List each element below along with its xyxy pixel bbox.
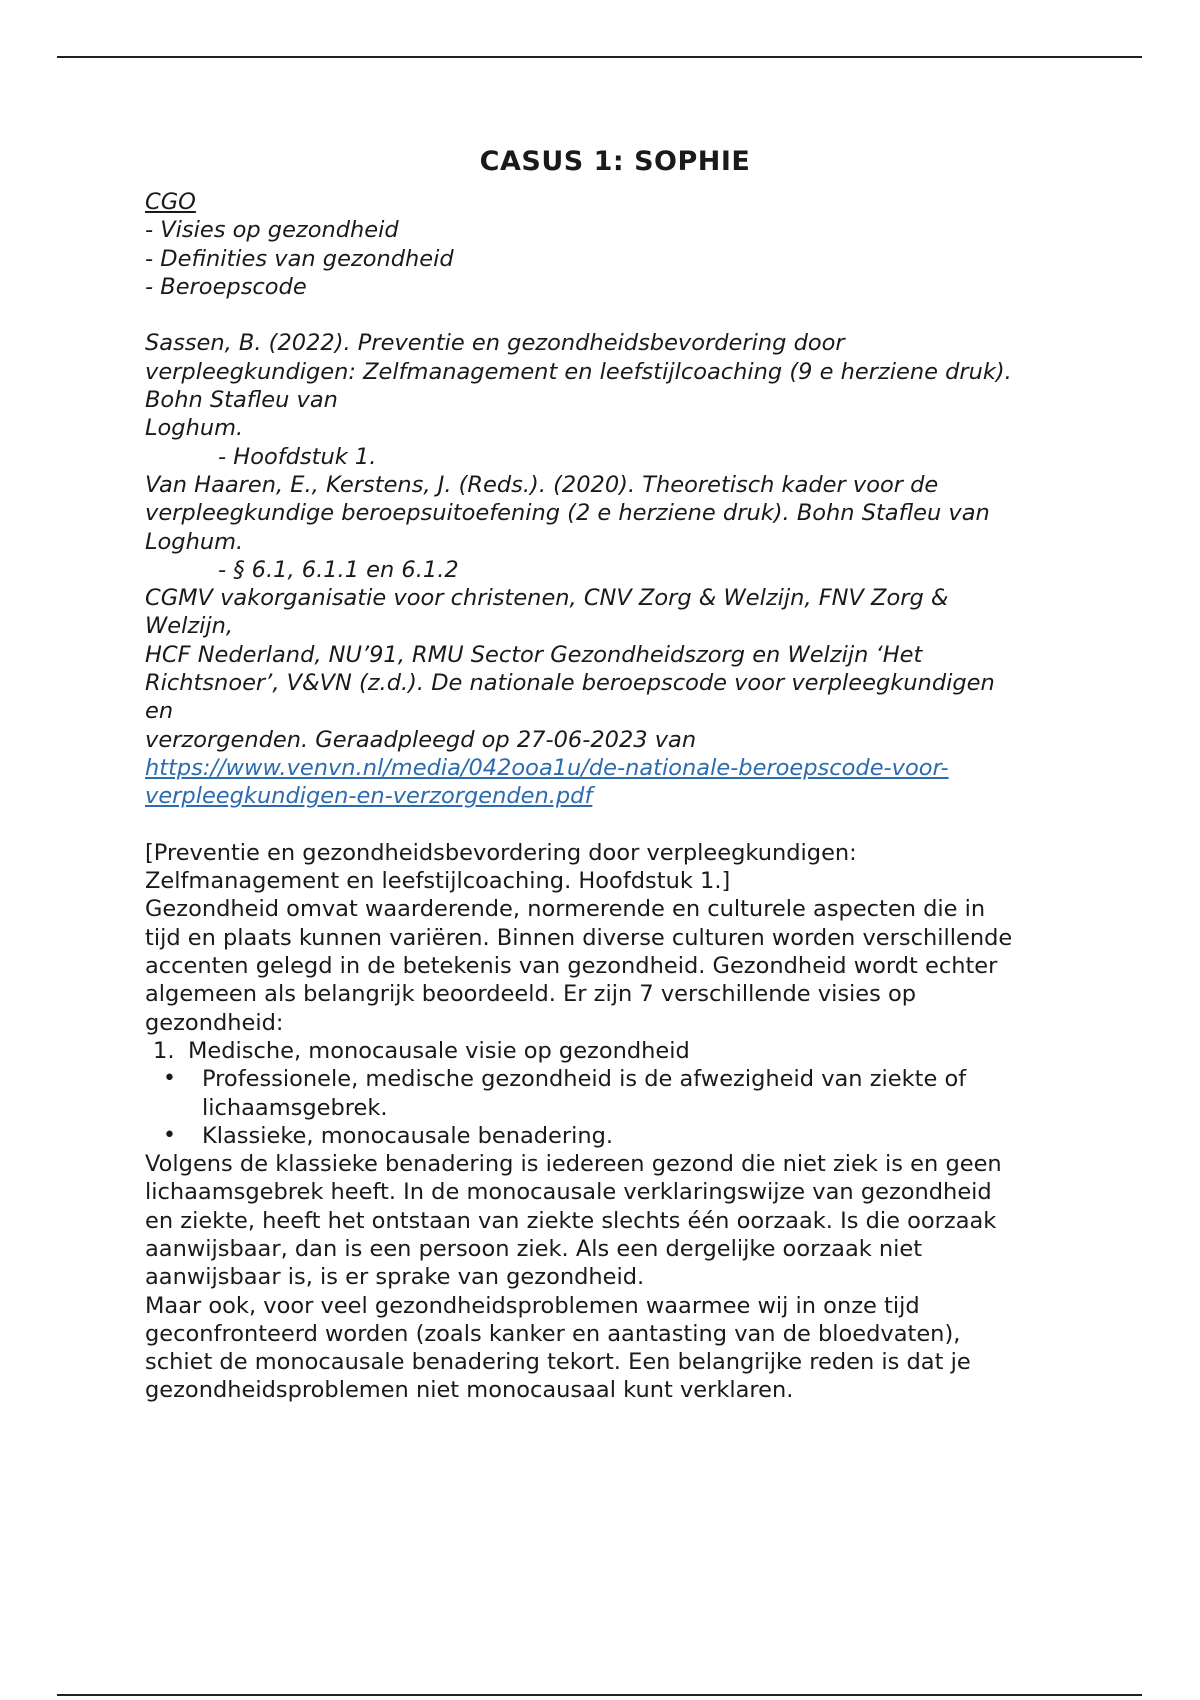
body-line: Maar ook, voor veel gezondheidsproblemen waarmee wij in onze tijd xyxy=(145,1292,920,1319)
body-line: tijd en plaats kunnen variëren. Binnen diverse culturen worden verschillende xyxy=(145,924,1013,951)
body-line: schiet de monocausale benadering tekort. Een belangrijke reden is dat je xyxy=(145,1349,971,1376)
source-line: Zelfmanagement en leefstijlcoaching. Hoofdstuk 1.] xyxy=(145,868,731,895)
body-line: accenten gelegd in de betekenis van gezondheid. Gezondheid wordt echter xyxy=(145,953,998,980)
beroepscode-link[interactable]: https://www.venvn.nl/media/042ooa1u/de-nationale-beroepscode-voor- xyxy=(145,754,949,781)
reference-line: HCF Nederland, NU’91, RMU Sector Gezondheidszorg en Welzijn ‘Het xyxy=(145,641,923,668)
spacer xyxy=(145,811,1085,839)
cgo-section xyxy=(145,188,1085,301)
body-line: Gezondheid omvat waarderende, normerende en culturele aspecten die in xyxy=(145,896,986,923)
reference-chapter: - Hoofdstuk 1. xyxy=(218,443,377,470)
bullet-item xyxy=(145,1065,1085,1122)
references-section xyxy=(145,329,1085,810)
body-line: aanwijsbaar, dan is een persoon ziek. Als een dergelijke oorzaak niet xyxy=(145,1235,923,1262)
bullet-icon: • xyxy=(163,1122,176,1148)
body-line: algemeen als belangrijk beoordeeld. Er zijn 7 verschillende visies op xyxy=(145,981,917,1008)
cgo-item: - Beroepscode xyxy=(145,273,307,300)
bullet-text xyxy=(202,1122,1085,1150)
reference-sections: - § 6.1, 6.1.1 en 6.1.2 xyxy=(218,556,459,583)
reference-line: verpleegkundige beroepsuitoefening (2 e herziene druk). Bohn Stafleu van xyxy=(145,500,990,527)
reference-line: Welzijn, xyxy=(145,613,234,640)
document-title: CASUS 1: SOPHIE xyxy=(479,146,751,177)
reference-line: Loghum. xyxy=(145,528,244,555)
reference-line: Sassen, B. (2022). Preventie en gezondheidsbevordering door xyxy=(145,330,845,357)
cgo-item: - Definities van gezondheid xyxy=(145,245,454,272)
bullet-line: lichaamsgebrek. xyxy=(202,1094,388,1121)
numbered-item xyxy=(145,1037,1085,1065)
body-line: gezondheid: xyxy=(145,1009,284,1036)
reference-line: en xyxy=(145,698,174,725)
cgo-item: - Visies op gezondheid xyxy=(145,217,399,244)
beroepscode-link[interactable]: verpleegkundigen-en-verzorgenden.pdf xyxy=(145,783,593,810)
bullet-line: Professionele, medische gezondheid is de afwezigheid van ziekte of xyxy=(202,1066,967,1093)
body-line: Volgens de klassieke benadering is iedereen gezond die niet ziek is en geen xyxy=(145,1151,1002,1178)
reference-line: Loghum. xyxy=(145,415,244,442)
body-line: lichaamsgebrek heeft. In de monocausale verklaringswijze van gezondheid xyxy=(145,1179,992,1206)
body-line: aanwijsbaar is, is er sprake van gezondheid. xyxy=(145,1264,645,1291)
reference-line: verzorgenden. Geraadpleegd op 27-06-2023 van xyxy=(145,726,697,753)
document-page xyxy=(145,140,1085,1405)
cgo-heading: CGO xyxy=(145,189,196,215)
numbered-item-text: Medische, monocausale visie op gezondheid xyxy=(188,1037,690,1064)
bullet-text xyxy=(202,1065,1085,1122)
bottom-rule xyxy=(57,1694,1142,1696)
reference-line: Richtsnoer’, V&VN (z.d.). De nationale beroepscode voor verpleegkundigen xyxy=(145,670,995,697)
list-number: 1. xyxy=(153,1037,175,1064)
source-line: [Preventie en gezondheidsbevordering door verpleegkundigen: xyxy=(145,839,857,866)
body-line: geconfronteerd worden (zoals kanker en aantasting van de bloedvaten), xyxy=(145,1320,961,1347)
body-line: gezondheidsproblemen niet monocausaal kunt verklaren. xyxy=(145,1377,794,1404)
spacer xyxy=(145,301,1085,329)
reference-line: Van Haaren, E., Kerstens, J. (Reds.). (2020). Theoretisch kader voor de xyxy=(145,471,939,498)
bullet-icon: • xyxy=(163,1066,176,1092)
bullet-line: Klassieke, monocausale benadering. xyxy=(202,1122,614,1149)
reference-line: Bohn Stafleu van xyxy=(145,387,338,414)
body-line: en ziekte, heeft het ontstaan van ziekte slechts één oorzaak. Is die oorzaak xyxy=(145,1207,997,1234)
reference-line: CGMV vakorganisatie voor christenen, CNV Zorg & Welzijn, FNV Zorg & xyxy=(145,585,949,612)
body-section xyxy=(145,839,1085,1405)
top-rule xyxy=(57,56,1142,58)
bullet-item xyxy=(145,1122,1085,1150)
reference-line: verpleegkundigen: Zelfmanagement en leefstijlcoaching (9 e herziene druk). xyxy=(145,358,1012,385)
